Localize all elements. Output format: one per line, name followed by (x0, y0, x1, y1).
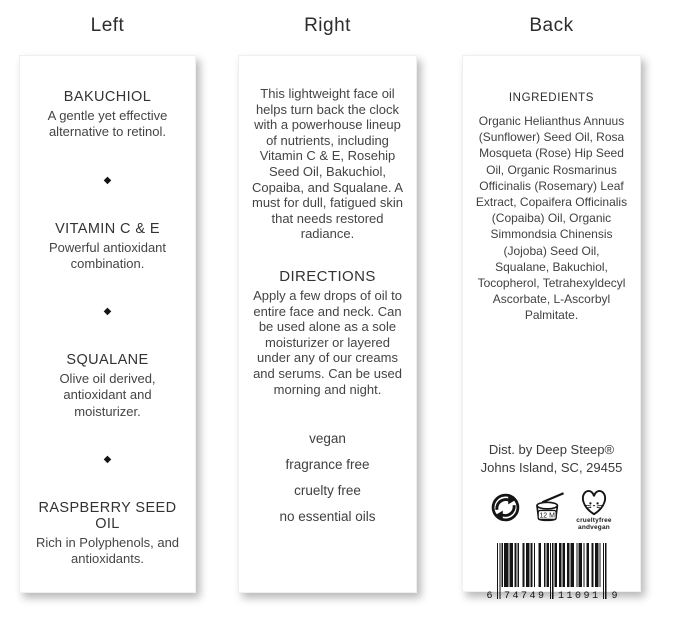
feature-list (250, 431, 405, 524)
ingredients-heading: INGREDIENTS (508, 92, 595, 104)
feature-item: vegan (309, 431, 346, 447)
upc-barcode (486, 543, 618, 602)
panel-title-left: Left (90, 15, 125, 36)
pao-12m-jar-icon (530, 491, 566, 525)
directions-heading: DIRECTIONS (279, 267, 376, 285)
left-label-panel (19, 55, 196, 593)
diamond-divider-icon: ◆ (103, 306, 112, 317)
ingredient-section (30, 221, 185, 273)
cruelty-free-text-line1: crueltyfree (576, 516, 612, 524)
right-label-panel (238, 55, 417, 593)
back-label-panel (462, 55, 641, 602)
green-dot-recycle-icon (490, 492, 521, 523)
distributor-info (475, 441, 628, 476)
feature-item: fragrance free (285, 457, 370, 473)
barcode-digit-right: 9 (611, 590, 618, 602)
certification-icons-row (475, 485, 628, 531)
barcode-digit-group2: 11091 (557, 590, 601, 602)
diamond-divider-icon: ◆ (103, 174, 112, 186)
feature-item: no essential oils (279, 509, 376, 525)
product-description: This lightweight face oil helps turn back the clock with a powerhouse lineup of nutrients, including Vitamin C & E, Rosehip Seed Oil, Bakuchiol, Copaiba, and Squalane. A must for dull, fatigued skin that needs restored radiance. (251, 86, 404, 242)
section-body: Rich in Polyphenols, and antioxidants. (35, 534, 180, 566)
section-body: Olive oil derived, antioxidant and moisturizer. (59, 371, 156, 419)
panel-title-right: Right (304, 15, 351, 36)
section-body: A gentle yet effective alternative to retinol. (47, 108, 168, 140)
ingredients-body: Organic Helianthus Annuus (Sunflower) Seed Oil, Rosa Mosqueta (Rose) Hip Seed Oil, Organic Rosmarinus Officinalis (Rosemary) Leaf Extract, Copaifera Officinalis (Copaiba) Oil, Organic Simmondsia Chinensis (Jojoba) Seed Oil, Squalane, Bakuchiol, Tocopherol, Tetrahexyldecyl Ascorbate, L-Ascorbyl Palmitate. (475, 114, 628, 323)
ingredient-section (30, 89, 185, 141)
directions-body: Apply a few drops of oil to entire face and neck. Can be used alone as a sole moisturizer or layered under any of our creams and serums. Can be used morning and night. (253, 287, 402, 397)
distributor-line2: Johns Island, SC, 29455 (480, 459, 623, 475)
ingredient-section (30, 500, 185, 568)
barcode-digit-group1: 74749 (503, 590, 547, 602)
section-heading: SQUALANE (66, 352, 149, 368)
section-body: Powerful antioxidant combination. (48, 239, 167, 271)
section-heading: RASPBERRY SEED OIL (38, 499, 177, 532)
cruelty-free-vegan-bunny-icon (575, 485, 613, 531)
section-heading: BAKUCHIOL (63, 89, 152, 105)
diamond-divider-icon: ◆ (103, 453, 112, 465)
ingredient-section (30, 352, 185, 420)
panel-title-back: Back (529, 15, 574, 36)
section-heading: VITAMIN C & E (55, 220, 160, 237)
feature-item: cruelty free (294, 483, 361, 499)
barcode-digit-left: 6 (486, 590, 493, 602)
cruelty-free-text-line2: andvegan (578, 523, 610, 531)
pao-label: 12 M (539, 512, 555, 520)
distributor-line1: Dist. by Deep Steep® (488, 442, 615, 458)
